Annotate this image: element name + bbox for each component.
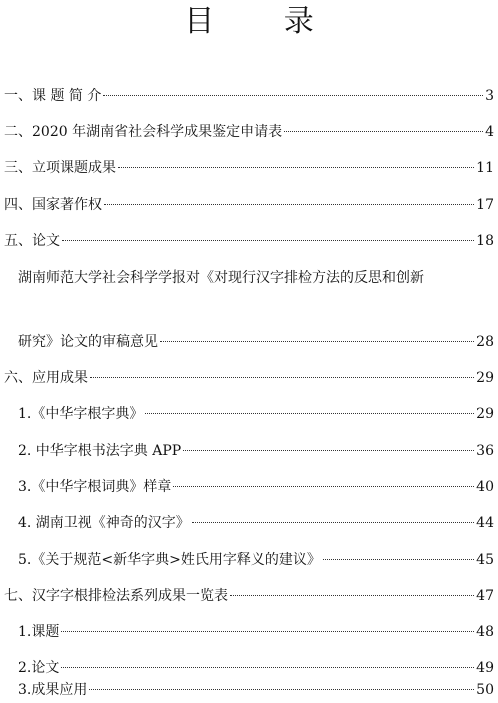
toc-entry-label: 二、2020 年湖南省社会科学成果鉴定申请表 — [4, 124, 283, 140]
toc-entry-page: 45 — [476, 552, 494, 568]
toc-entry-7[interactable] — [4, 368, 494, 388]
toc-entry-label: 1.《中华字根字典》 — [18, 406, 144, 422]
toc-entry-label: 5.《关于规范<新华字典>姓氏用字释义的建议》 — [18, 552, 321, 568]
toc-entry-7-4[interactable] — [18, 513, 494, 533]
toc-entry-7-5[interactable] — [18, 550, 494, 570]
toc-entry-8-1[interactable] — [18, 622, 494, 642]
toc-entry-label: 3.《中华字根词典》样章 — [18, 479, 172, 495]
toc-leader-dots — [230, 595, 474, 596]
toc-leader-dots — [62, 240, 474, 241]
toc-entry-label: 1.课题 — [18, 624, 60, 640]
toc-leader-dots — [173, 486, 474, 487]
toc-entry-page: 48 — [476, 624, 494, 640]
toc-entry-label: 四、国家著作权 — [4, 197, 102, 213]
toc-entry-page: 18 — [476, 233, 494, 249]
toc-entry-3[interactable] — [4, 158, 494, 178]
toc-entry-7-1[interactable] — [18, 404, 494, 424]
toc-entry-1[interactable] — [4, 86, 494, 106]
toc-entry-label: 六、应用成果 — [4, 370, 88, 386]
toc-entry-5[interactable] — [4, 231, 494, 251]
toc-entry-label: 2.论文 — [18, 660, 60, 676]
toc-entry-7-2[interactable] — [18, 441, 494, 461]
toc-entry-8-3[interactable] — [18, 680, 494, 700]
toc-leader-dots — [192, 522, 474, 523]
toc-entry-label: 三、立项课题成果 — [4, 160, 116, 176]
toc-leader-dots — [183, 450, 474, 451]
toc-entry-4[interactable] — [4, 195, 494, 215]
toc-leader-dots — [160, 341, 474, 342]
toc-entry-8[interactable] — [4, 586, 494, 606]
toc-entry-page: 4 — [485, 124, 494, 140]
toc-entry-page: 29 — [476, 370, 494, 386]
toc-entry-page: 44 — [476, 515, 494, 531]
toc-leader-dots — [89, 689, 474, 690]
toc-leader-dots — [61, 667, 474, 668]
toc-entry-label: 2. 中华字根书法字典 APP — [18, 443, 182, 459]
toc-entry-label: 3.成果应用 — [18, 682, 88, 698]
toc-leader-dots — [90, 377, 474, 378]
toc-entry-page: 28 — [476, 334, 494, 350]
toc-entry-page: 11 — [476, 160, 494, 176]
toc-entry-page: 47 — [476, 588, 494, 604]
toc-leader-dots — [103, 95, 483, 96]
toc-leader-dots — [104, 204, 474, 205]
toc-entry-page: 50 — [476, 682, 494, 698]
toc-entry-8-2[interactable] — [18, 658, 494, 678]
toc-leader-dots — [145, 413, 474, 414]
toc-entry-label: 4. 湖南卫视《神奇的汉字》 — [18, 515, 190, 531]
toc-entry-label: 一、课 题 简 介 — [4, 88, 102, 104]
toc-entry-page: 17 — [476, 197, 494, 213]
toc-entry-page: 3 — [485, 88, 494, 104]
toc-entry-6-line-2[interactable] — [18, 332, 494, 352]
toc-entry-page: 36 — [476, 443, 494, 459]
toc-entry-page: 29 — [476, 406, 494, 422]
toc-leader-dots — [284, 131, 483, 132]
toc-entry-label: 七、汉字字根排检法系列成果一览表 — [4, 588, 228, 604]
toc-entry-label: 五、论文 — [4, 233, 60, 249]
toc-entry-page: 49 — [476, 660, 494, 676]
toc-entry-6-line-1[interactable]: 湖南师范大学社会科学学报对《对现行汉字排检方法的反思和创新 — [18, 270, 424, 286]
toc-leader-dots — [323, 559, 474, 560]
toc-entry-label: 研究》论文的审稿意见 — [18, 334, 158, 350]
toc-entry-7-3[interactable] — [18, 477, 494, 497]
toc-leader-dots — [61, 631, 474, 632]
toc-leader-dots — [118, 167, 474, 168]
toc-entry-2[interactable] — [4, 122, 494, 142]
page-title: 目 录 — [184, 4, 344, 39]
toc-entry-page: 40 — [476, 479, 494, 495]
